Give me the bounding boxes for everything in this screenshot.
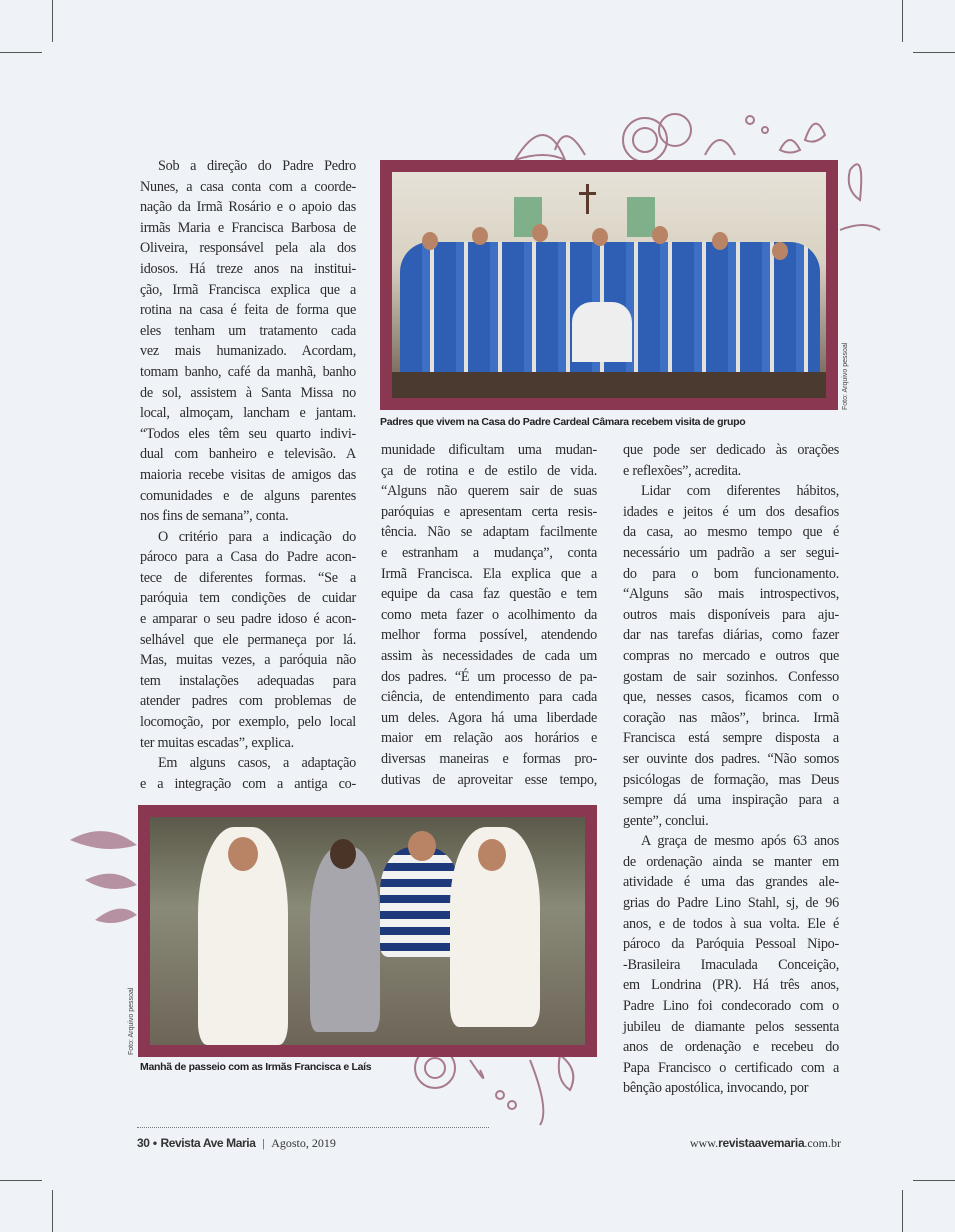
text-line: munidade dificultam uma mudan-: [381, 442, 597, 458]
text-line: Papa Francisco o certificado com a: [623, 1059, 839, 1076]
text-line: ter muitas escadas”, explica.: [140, 734, 294, 751]
group-photo: [392, 172, 826, 398]
crop-mark: [902, 1190, 903, 1232]
text-line: pároco para a Casa do Padre acon-: [140, 549, 356, 566]
website-link[interactable]: [690, 1136, 841, 1151]
text-line: que pode ser dedicado às orações: [623, 442, 839, 458]
crucifix: [586, 184, 589, 214]
text-line: Nunes, a casa conta com a coorde-: [140, 178, 356, 195]
text-line: ser ouvinte dos padres. “Não somos: [623, 750, 839, 767]
man-striped-shirt: [380, 847, 460, 957]
article-column-3: [623, 440, 839, 1099]
text-line: Sob a direção do Padre Pedro: [158, 158, 356, 174]
text-line: nação da Irmã Rosário e o apoio das: [140, 199, 356, 216]
outing-photo-frame: [138, 805, 597, 1057]
text-line: como meta fazer o acolhimento da: [381, 606, 597, 623]
text-line: anos de ordenação e recebeu do: [623, 1039, 839, 1056]
text-line: rotina na casa é feita de forma que: [140, 302, 356, 319]
person-head: [330, 839, 356, 869]
text-line: nos fins de semana”, conta.: [140, 508, 289, 525]
text-line: compras no mercado e outros que: [623, 647, 839, 664]
text-line: vez mais humanizado. Acordam,: [140, 343, 356, 360]
url-brand: revistaavemaria: [718, 1136, 805, 1150]
text-line: Padre Lino foi condecorado com o: [623, 998, 839, 1015]
text-line: que, nesses casos, ficamos com o: [623, 689, 839, 706]
text-line: assim às necessidades de cada um: [381, 647, 597, 664]
article-column-1: [140, 156, 356, 794]
photo-caption: Manhã de passeio com as Irmãs Francisca e Laís: [140, 1061, 372, 1073]
window: [627, 197, 655, 237]
url-prefix: www.: [689, 1136, 719, 1150]
text-line: de sol, assistem à Santa Missa no: [140, 384, 356, 401]
text-line: Em alguns casos, a adaptação: [158, 755, 356, 772]
text-line: irmãs Maria e Francisca Barbosa de: [140, 219, 356, 236]
text-line: e estranham a mudança”, conta: [381, 544, 597, 561]
person-head: [478, 839, 506, 871]
person-white-shirt: [572, 302, 632, 362]
text-line: locomoção, por exemplo, pelo local: [140, 714, 356, 731]
person-head: [652, 226, 668, 244]
text-line: psicólogas de formação, mas Deus: [623, 771, 839, 788]
text-line: diversas maneiras e formas pro-: [381, 750, 597, 767]
text-line: sempre dá uma inspiração para a: [623, 792, 839, 809]
text-line: A graça de mesmo após 63 anos: [641, 833, 839, 850]
url-suffix: .com.br: [804, 1136, 841, 1150]
text-line: grias do Padre Lino Stahl, sj, de 96: [623, 895, 839, 912]
text-line: Mas, muitas vezes, a paróquia não: [140, 652, 356, 669]
person-head: [408, 831, 436, 861]
issue-date: Agosto, 2019: [271, 1136, 336, 1150]
text-line: selhável que ele permaneça por lá.: [140, 631, 356, 648]
crop-mark: [0, 1180, 42, 1181]
text-line: em Londrina (PR). Há três anos,: [623, 977, 839, 994]
floral-ornament-bottom: [400, 1050, 600, 1130]
text-line: pároco da Paróquia Pessoal Nipo-: [623, 936, 839, 953]
text-line: atividade é uma das grandes ale-: [623, 874, 839, 891]
text-line: gostam de sair sozinhos. Confesso: [623, 668, 839, 685]
article-column-2: [381, 440, 597, 790]
text-line: dos padres. “É um processo de pa-: [381, 668, 597, 685]
text-line: do para o bom funcionamento.: [623, 565, 839, 582]
floor: [392, 372, 826, 398]
text-line: um deles. Agora há uma liberdade: [381, 709, 597, 726]
floral-ornament-left: [65, 800, 145, 930]
crop-mark: [52, 1190, 53, 1232]
person-head: [228, 837, 258, 871]
text-line: coração nas mãos”, brinca. Irmã: [623, 709, 839, 726]
crucifix-arm: [579, 192, 596, 195]
footer-left: [137, 1136, 336, 1151]
text-line: paróquia tem condições de cuidar: [140, 590, 356, 607]
text-line: dar nas tarefas diárias, como fazer: [623, 627, 839, 644]
person-head: [472, 227, 488, 245]
photo-credit: Foto: Arquivo pessoal: [842, 342, 849, 410]
text-line: maior em relação aos horários e: [381, 730, 597, 747]
text-line: ção, Irmã Francisca explica que a: [140, 281, 356, 298]
person-head: [712, 232, 728, 250]
text-line: tência. Não se adaptam facilmente: [381, 524, 597, 541]
text-line: bênção apostólica, invocando, por: [623, 1080, 809, 1097]
text-line: maioria recebe visitas de amigos das: [140, 466, 356, 483]
text-line: comunidades e de alguns parentes: [140, 487, 356, 504]
page-number: 30: [137, 1136, 150, 1150]
text-line: dual com banheiro e televisão. A: [140, 446, 356, 463]
outing-photo: [150, 817, 585, 1045]
text-line: “Alguns são mais introspectivos,: [623, 586, 839, 603]
text-line: e reflexões”, acredita.: [623, 462, 741, 479]
crop-mark: [902, 0, 903, 42]
text-line: Oliveira, responsável pela ala dos: [140, 240, 356, 257]
crop-mark: [0, 52, 42, 53]
text-line: -Brasileira Imaculada Conceição,: [623, 956, 839, 973]
text-line: idosos. Há treze anos na institui-: [140, 260, 356, 277]
pipe: |: [262, 1136, 265, 1150]
crop-mark: [913, 52, 955, 53]
text-line: jubileu de diamante pelos sessenta: [623, 1018, 839, 1035]
text-line: “Todos eles têm seu quarto indivi-: [140, 425, 356, 442]
crop-mark: [913, 1180, 955, 1181]
photo-credit: Foto: Arquivo pessoal: [128, 987, 135, 1055]
text-line: melhor forma possível, atendendo: [381, 627, 597, 644]
text-line: gente”, conclui.: [623, 812, 709, 829]
group-photo-frame: [380, 160, 838, 410]
text-line: O critério para a indicação do: [158, 528, 356, 545]
person-head: [422, 232, 438, 250]
man-with-cap: [310, 847, 380, 1032]
magazine-name: Revista Ave Maria: [160, 1136, 256, 1150]
text-line: tece de diferentes formas. “Se a: [140, 569, 356, 586]
crop-mark: [52, 0, 53, 42]
text-line: tomam banho, café da manhã, banho: [140, 363, 356, 380]
text-line: outros mais disponíveis para aju-: [623, 606, 839, 623]
text-line: eles tenham um tratamento cada: [140, 322, 356, 339]
text-line: anos, e de todos à sua volta. Ele é: [623, 915, 839, 932]
text-line: local, almoçam, lancham e jantam.: [140, 405, 356, 422]
text-line: Irmã Francisca. Ela explica que a: [381, 565, 597, 582]
text-line: equipe da casa faz questão e tem: [381, 586, 597, 603]
text-line: necessário um padrão a ser segui-: [623, 544, 839, 561]
text-line: “Alguns não querem sair de suas: [381, 483, 597, 500]
text-line: ciência, de entendimento para cada: [381, 689, 597, 706]
text-line: da casa, ao mesmo tempo que é: [623, 524, 839, 541]
separator: •: [149, 1136, 161, 1150]
footer-divider: [137, 1127, 489, 1128]
text-line: Francisca está sempre disposta a: [623, 730, 839, 747]
person-head: [592, 228, 608, 246]
text-line: ça de rotina e de estilo de vida.: [381, 462, 597, 479]
person-head: [772, 242, 788, 260]
text-line: paróquias e apresentam certa resis-: [381, 503, 597, 520]
text-line: dutivas de aproveitar esse tempo,: [381, 771, 597, 788]
person-head: [532, 224, 548, 242]
text-line: atender padres com problemas de: [140, 693, 356, 710]
text-line: tem instalações adequadas para: [140, 672, 356, 689]
photo-caption: Padres que vivem na Casa do Padre Cardeal Câmara recebem visita de grupo: [380, 416, 746, 428]
text-line: e a integração com a antiga co-: [140, 775, 356, 792]
text-line: Lidar com diferentes hábitos,: [641, 483, 839, 500]
text-line: idades e jeitos é um dos desafios: [623, 503, 839, 520]
text-line: de ordenação ainda se manter em: [623, 853, 839, 870]
text-line: e amparar o seu padre idoso é acon-: [140, 611, 356, 628]
